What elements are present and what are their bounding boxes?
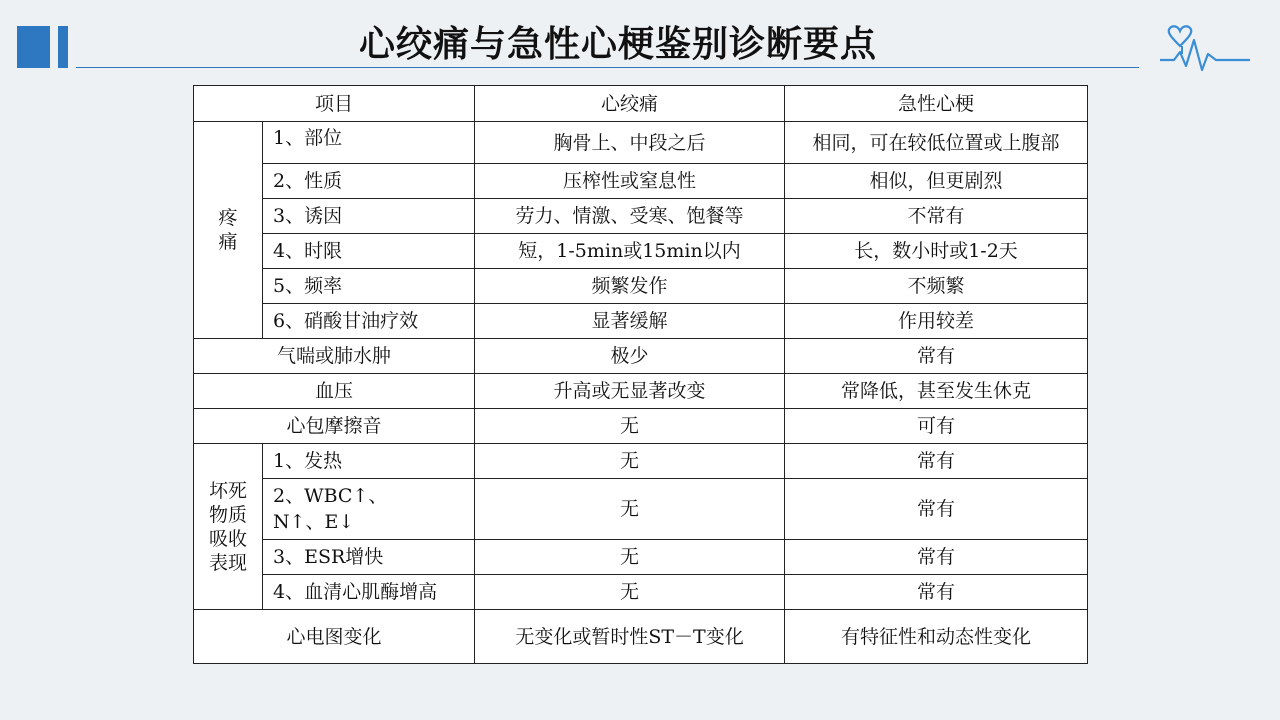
table-row (194, 234, 1088, 269)
row-ami: 作用较差 (785, 304, 1088, 339)
row-angina: 频繁发作 (475, 269, 785, 304)
table-row (194, 374, 1088, 409)
row-item: 5、频率 (263, 269, 475, 304)
table-header-row (194, 86, 1088, 122)
table-row (194, 304, 1088, 339)
row-ami: 常有 (785, 479, 1088, 540)
row-ami: 相似，但更剧烈 (785, 164, 1088, 199)
slide-title: 心绞痛与急性心梗鉴别诊断要点 (358, 24, 877, 65)
row-angina: 显著缓解 (475, 304, 785, 339)
row-ami: 常有 (785, 444, 1088, 479)
title-underline (76, 67, 1139, 68)
row-item: 血压 (194, 374, 475, 409)
table-row-ecg (194, 610, 1088, 664)
diagnosis-table (193, 85, 1088, 664)
row-angina: 无变化或暂时性ST－T变化 (475, 610, 785, 664)
table-row (194, 409, 1088, 444)
row-angina: 升高或无显著改变 (475, 374, 785, 409)
row-ami: 长，数小时或1-2天 (785, 234, 1088, 269)
table-row (194, 122, 1088, 164)
row-angina: 劳力、情激、受寒、饱餐等 (475, 199, 785, 234)
table-row (194, 444, 1088, 479)
row-angina: 无 (475, 409, 785, 444)
row-angina: 无 (475, 444, 785, 479)
row-item: 3、ESR增快 (263, 540, 475, 575)
row-item: 3、诱因 (263, 199, 475, 234)
table-row (194, 269, 1088, 304)
row-item: 6、硝酸甘油疗效 (263, 304, 475, 339)
row-item: 气喘或肺水肿 (194, 339, 475, 374)
necrosis-group-text: 坏死物质吸收表现 (208, 479, 247, 574)
row-ami: 可有 (785, 409, 1088, 444)
table-row (194, 199, 1088, 234)
pain-group-text: 疼痛 (218, 207, 238, 253)
header-item: 项目 (194, 86, 475, 122)
row-item: 心电图变化 (194, 610, 475, 664)
row-item: 4、血清心肌酶增高 (263, 575, 475, 610)
row-ami: 常有 (785, 540, 1088, 575)
row-item: 1、部位 (263, 122, 475, 164)
row-angina: 压榨性或窒息性 (475, 164, 785, 199)
row-ami: 不频繁 (785, 269, 1088, 304)
row-ami: 相同，可在较低位置或上腹部 (785, 122, 1088, 164)
row-ami: 有特征性和动态性变化 (785, 610, 1088, 664)
row-ami: 不常有 (785, 199, 1088, 234)
table-row (194, 575, 1088, 610)
table-row (194, 479, 1088, 540)
row-angina: 胸骨上、中段之后 (475, 122, 785, 164)
necrosis-group-label (194, 444, 263, 610)
row-item: 4、时限 (263, 234, 475, 269)
table-row (194, 540, 1088, 575)
row-item (263, 479, 475, 540)
table-row (194, 339, 1088, 374)
row-ami: 常有 (785, 575, 1088, 610)
row-angina: 极少 (475, 339, 785, 374)
heartbeat-icon (1158, 22, 1252, 74)
table-row (194, 164, 1088, 199)
row-angina: 无 (475, 540, 785, 575)
row-item: 心包摩擦音 (194, 409, 475, 444)
row-ami: 常降低，甚至发生休克 (785, 374, 1088, 409)
row-item-text: 2、WBC↑、N↑、E↓ (273, 485, 388, 533)
row-item: 2、性质 (263, 164, 475, 199)
row-ami: 常有 (785, 339, 1088, 374)
row-angina: 短，1-5min或15min以内 (475, 234, 785, 269)
header-ami: 急性心梗 (785, 86, 1088, 122)
row-angina: 无 (475, 575, 785, 610)
header-angina: 心绞痛 (475, 86, 785, 122)
row-angina: 无 (475, 479, 785, 540)
row-item: 1、发热 (263, 444, 475, 479)
pain-group-label (194, 122, 263, 339)
